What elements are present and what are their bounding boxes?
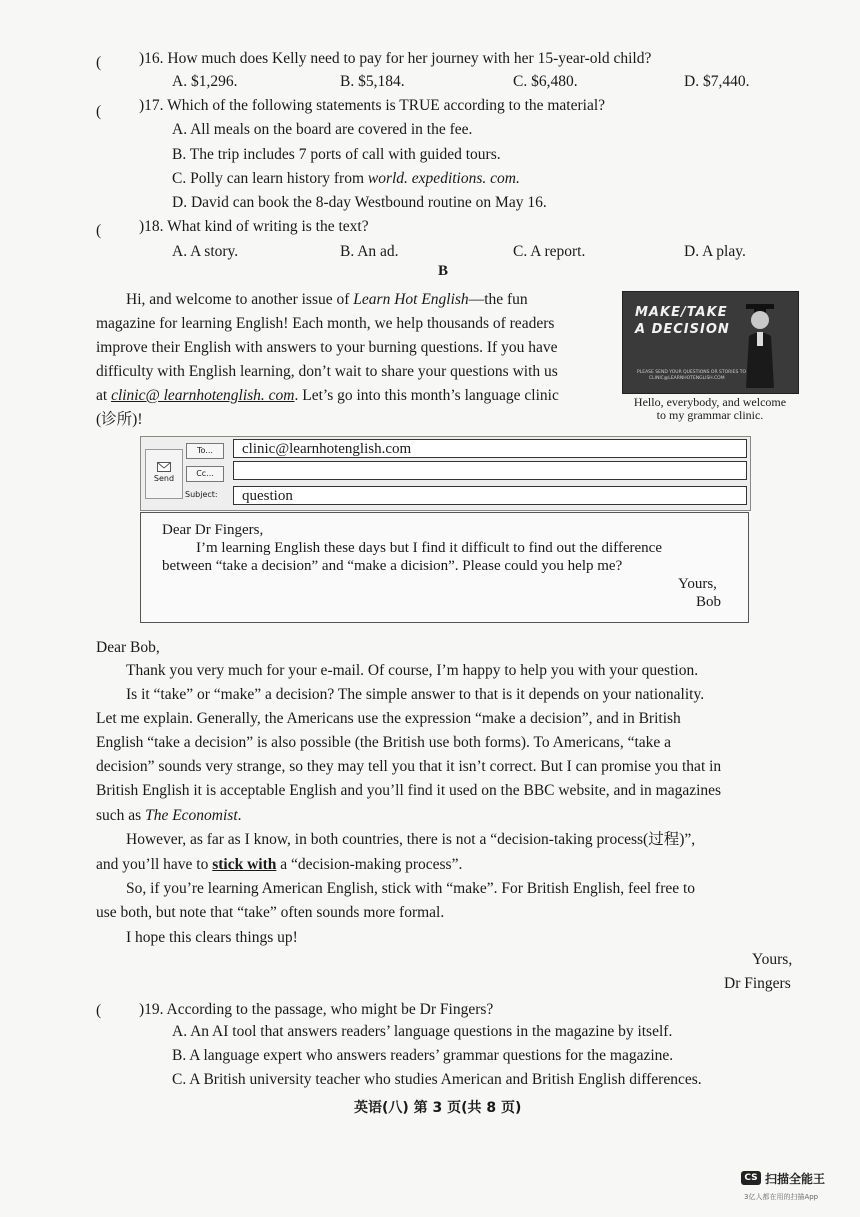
intro-line-4: difficulty with English learning, don’t wait to share your questions with us <box>96 363 558 380</box>
reply-p2-line: Let me explain. Generally, the Americans use the expression “make a decision”, and in British <box>96 710 681 727</box>
make-take-decision-image <box>622 291 799 394</box>
answer-paren: ( <box>96 103 102 120</box>
reply-p3-line <box>96 855 462 875</box>
q17-option-a: A. All meals on the board are covered in the fee. <box>172 121 473 138</box>
email-closing: Yours, <box>678 576 717 592</box>
q18-option-b: B. An ad. <box>340 243 399 260</box>
page-footer: 英语(八) 第 3 页(共 8 页) <box>354 1100 522 1116</box>
magazine-name: Learn Hot English <box>353 291 469 308</box>
q16-option-b: B. $5,184. <box>340 73 405 90</box>
intro-line-2: magazine for learning English! Each month, we help thousands of readers <box>96 315 555 332</box>
email-body-line: between “take a decision” and “make a dicision”. Please could you help me? <box>162 558 623 574</box>
email-greeting: Dear Dr Fingers, <box>162 522 264 538</box>
intro-text: . Let’s go into this month’s language clinic <box>294 387 559 404</box>
question-17-stem: )17. Which of the following statements is TRUE according to the material? <box>139 97 606 114</box>
reply-greeting: Dear Bob, <box>96 639 160 656</box>
q17-option-c-website: world. expeditions. com. <box>367 170 520 187</box>
image-title-line: A DECISION <box>635 322 730 337</box>
reply-p1: Thank you very much for your e-mail. Of course, I’m happy to help you with your question. <box>126 662 699 679</box>
reply-p2-line: decision” sounds very strange, so they may tell you that it isn’t correct. But I can promise you that in <box>96 758 722 775</box>
intro-line-6: (诊所)! <box>96 411 143 428</box>
caption-line: to my grammar clinic. <box>656 408 764 422</box>
intro-line-5 <box>96 386 559 406</box>
question-18-stem: )18. What kind of writing is the text? <box>139 218 369 235</box>
q16-option-c: C. $6,480. <box>513 73 578 90</box>
q16-option-a: A. $1,296. <box>172 73 238 90</box>
image-caption <box>621 396 799 422</box>
q19-option-c: C. A British university teacher who studies American and British English differences. <box>172 1071 702 1088</box>
intro-text: Hi, and welcome to another issue of <box>126 291 354 308</box>
reply-sign: Dr Fingers <box>724 975 791 992</box>
intro-text: —the fun <box>468 291 528 308</box>
image-small-line: CLINIC@LEARNHOTENGLISH.COM <box>649 376 725 381</box>
q17-option-c <box>172 169 520 189</box>
camscanner-logo-icon: CS <box>741 1171 761 1185</box>
send-button[interactable] <box>145 449 183 499</box>
professor-figure-icon <box>740 302 780 388</box>
q17-option-b: B. The trip includes 7 ports of call with guided tours. <box>172 146 501 163</box>
cc-button[interactable]: Cc... <box>186 466 224 482</box>
reply-p2-line: English “take a decision” is also possible (the British use both forms). To Americans, “take a <box>96 734 672 751</box>
image-title-line: MAKE/TAKE <box>635 305 728 320</box>
email-body-line: I’m learning English these days but I find it difficult to find out the difference <box>196 540 662 556</box>
stick-with-phrase: stick with <box>212 856 277 873</box>
to-field[interactable]: clinic@learnhotenglish.com <box>233 439 747 458</box>
section-label: B <box>438 263 449 279</box>
to-button[interactable]: To... <box>186 443 224 459</box>
answer-paren: ( <box>96 222 102 239</box>
caption-line: Hello, everybody, and welcome <box>633 395 787 409</box>
intro-line-3: improve their English with answers to your burning questions. If you have <box>96 339 558 356</box>
intro-text: at <box>96 387 112 404</box>
reply-p2-line: Is it “take” or “make” a decision? The simple answer to that is it depends on your nationality. <box>126 686 705 703</box>
envelope-icon <box>157 462 171 472</box>
camscanner-name: 扫描全能王 <box>765 1172 826 1186</box>
cc-field[interactable] <box>233 461 747 480</box>
question-16-stem: )16. How much does Kelly need to pay for her journey with her 15-year-old child? <box>139 50 652 67</box>
q18-option-c: C. A report. <box>513 243 586 260</box>
email-window <box>140 436 749 623</box>
reply-p3-line: However, as far as I know, in both countries, there is not a “decision-taking process(过程)”, <box>126 831 696 848</box>
image-small-text <box>637 370 746 382</box>
q19-option-a: A. An AI tool that answers readers’ language questions in the magazine by itself. <box>172 1023 673 1040</box>
email-header <box>140 436 751 511</box>
image-title <box>635 304 730 338</box>
image-small-line: PLEASE SEND YOUR QUESTIONS OR STORIES TO <box>637 370 747 375</box>
answer-paren: ( <box>96 54 102 71</box>
intro-line-1 <box>126 290 528 310</box>
camscanner-tagline: 3亿人都在用的扫描App <box>744 1193 819 1201</box>
reply-p4-line: So, if you’re learning American English, stick with “make”. For British English, feel free to <box>126 880 696 897</box>
q18-option-d: D. A play. <box>684 243 746 260</box>
q18-option-a: A. A story. <box>172 243 239 260</box>
clinic-email-link[interactable]: clinic@ learnhotenglish. com <box>111 387 295 404</box>
reply-p5: I hope this clears things up! <box>126 929 298 946</box>
answer-paren: ( <box>96 1002 102 1019</box>
email-body[interactable] <box>140 512 749 623</box>
q19-option-b: B. A language expert who answers readers’ grammar questions for the magazine. <box>172 1047 674 1064</box>
send-label: Send <box>153 474 175 483</box>
reply-text: and you’ll have to <box>96 856 213 873</box>
email-sign: Bob <box>696 594 722 610</box>
q17-option-c-text: C. Polly can learn history from <box>172 170 368 187</box>
subject-label: Subject: <box>185 490 218 499</box>
reply-p2-line <box>96 806 242 826</box>
reply-p4-line: use both, but note that “take” often sounds more formal. <box>96 904 445 921</box>
q16-option-d: D. $7,440. <box>684 73 750 90</box>
q17-option-d: D. David can book the 8-day Westbound routine on May 16. <box>172 194 547 211</box>
reply-p2-line: British English it is acceptable English and you’ll find it used on the BBC website, and in magazines <box>96 782 722 799</box>
reply-text: . <box>237 807 242 824</box>
reply-closing: Yours, <box>752 951 793 968</box>
magazine-title: The Economist <box>145 807 238 824</box>
question-19-stem: )19. According to the passage, who might be Dr Fingers? <box>139 1001 494 1018</box>
reply-text: a “decision-making process”. <box>276 856 463 873</box>
subject-field[interactable]: question <box>233 486 747 505</box>
reply-text: such as <box>96 807 146 824</box>
